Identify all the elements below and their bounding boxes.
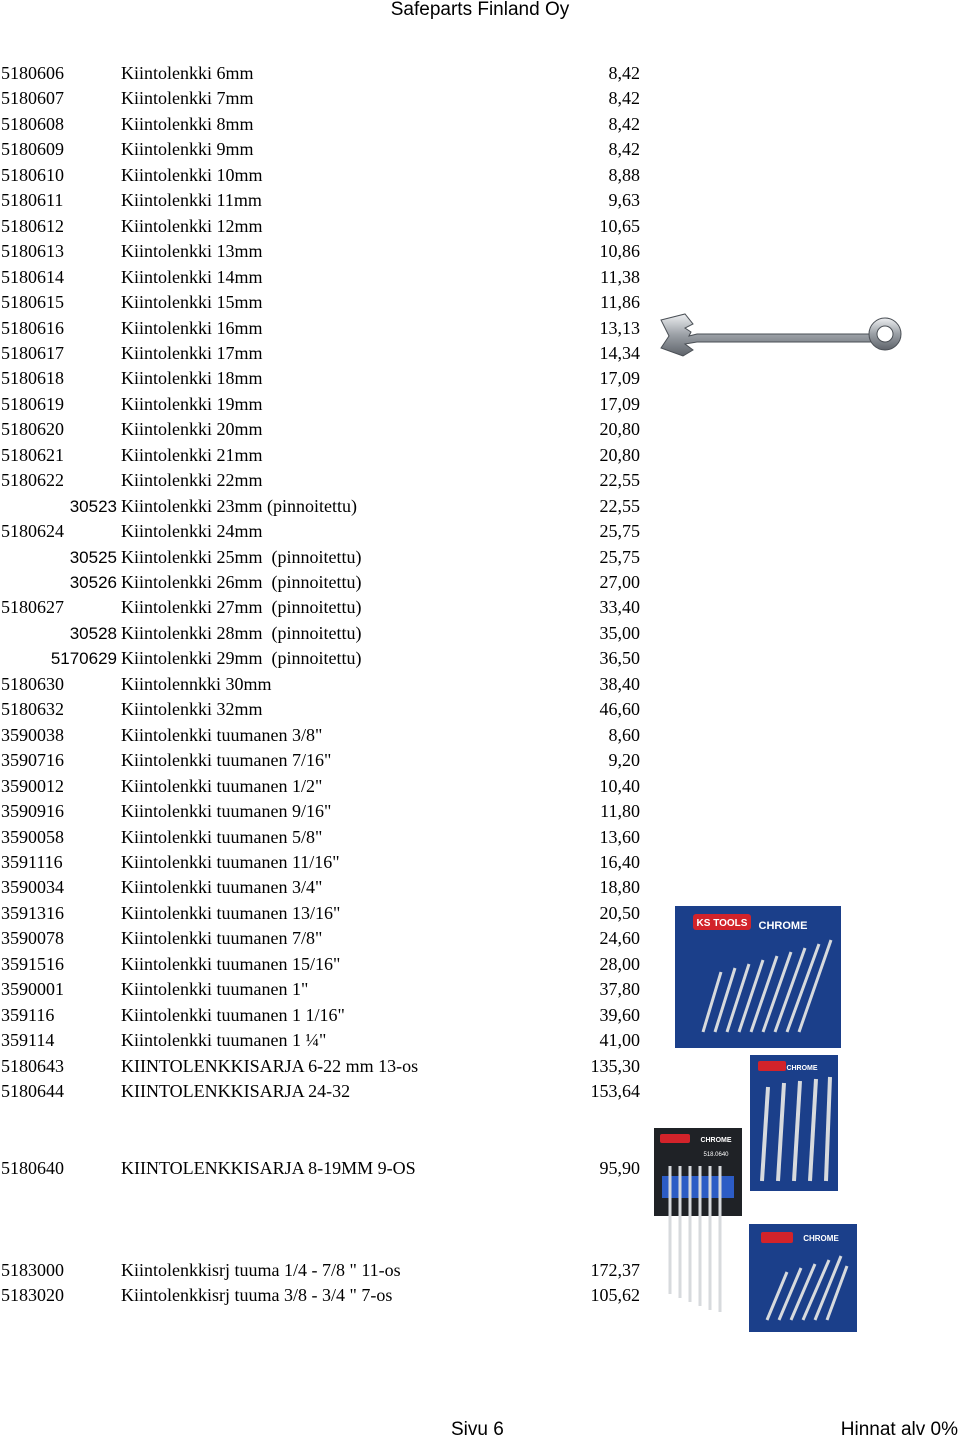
product-code: 5180630 <box>1 673 64 694</box>
price-row <box>0 61 645 86</box>
product-price: 17,09 <box>599 393 640 414</box>
price-row <box>0 545 645 570</box>
product-price: 135,30 <box>590 1055 640 1076</box>
price-row <box>0 723 645 748</box>
product-code: 5180644 <box>1 1081 64 1101</box>
price-row <box>0 646 645 671</box>
product-description: Kiintolenkki 18mm <box>121 368 263 389</box>
product-description: Kiintolenkki tuumanen 1 1/16" <box>121 1004 345 1025</box>
product-price: 22,55 <box>599 495 640 516</box>
product-code: 5180613 <box>1 241 64 262</box>
product-description: Kiintolenkki 16mm <box>121 317 263 338</box>
price-row <box>0 494 645 519</box>
product-price: 11,80 <box>600 801 640 822</box>
product-price: 9,20 <box>608 750 640 771</box>
product-price: 11,86 <box>600 292 640 313</box>
chrome-label-text: CHROME <box>758 920 808 932</box>
product-code: 5180622 <box>1 470 64 491</box>
product-code: 3590038 <box>1 724 64 745</box>
product-description: KIINTOLENKKISARJA 8-19MM 9-OS <box>121 1158 416 1178</box>
product-description: Kiintolenkki 19mm <box>121 393 263 414</box>
price-row <box>0 316 645 341</box>
product-description: Kiintolenkki 29mm (pinnoitettu) <box>121 648 362 669</box>
product-price: 33,40 <box>599 597 640 618</box>
product-description: Kiintolenkki 32mm <box>121 699 263 720</box>
product-price: 18,80 <box>599 877 640 898</box>
product-code: 5180619 <box>1 393 64 414</box>
price-row <box>0 341 645 366</box>
product-price: 25,75 <box>599 546 640 567</box>
price-row <box>0 774 645 799</box>
product-description: KIINTOLENKKISARJA 24-32 <box>121 1081 351 1101</box>
product-code: 5180609 <box>1 139 64 160</box>
product-price: 20,80 <box>599 419 640 440</box>
product-price: 25,75 <box>599 521 640 542</box>
product-price: 105,62 <box>590 1285 640 1305</box>
price-row <box>0 468 645 493</box>
product-price: 17,09 <box>599 368 640 389</box>
product-description: Kiintolenkki tuumanen 3/4" <box>121 877 323 898</box>
product-description: Kiintolenkkisrj tuuma 1/4 - 7/8 " 11-os <box>121 1260 401 1280</box>
product-price: 38,40 <box>599 673 640 694</box>
product-code: 3590012 <box>1 775 64 796</box>
product-description: Kiintolennkki 30mm <box>121 673 272 694</box>
product-price: 24,60 <box>599 928 640 949</box>
price-row <box>0 214 645 239</box>
product-code: 5180632 <box>1 699 64 720</box>
price-row <box>0 1156 645 1181</box>
product-code: 5180606 <box>1 63 64 83</box>
price-row <box>0 697 645 722</box>
price-row <box>0 366 645 391</box>
product-price: 46,60 <box>599 699 640 720</box>
product-description: Kiintolenkki tuumanen 3/8" <box>121 724 323 745</box>
product-price: 13,13 <box>599 317 640 338</box>
card-label-text: 518.0640 <box>703 1152 729 1158</box>
svg-text:CHROME: CHROME <box>803 1234 839 1243</box>
price-row <box>0 1054 645 1079</box>
wrench-pouch-3-image <box>747 1222 859 1334</box>
price-row <box>0 392 645 417</box>
price-row <box>0 621 645 646</box>
product-price: 172,37 <box>590 1260 640 1280</box>
product-code: 3590001 <box>1 979 64 1000</box>
price-row <box>0 290 645 315</box>
wrench-pouch-small-image <box>748 1053 840 1193</box>
svg-text:CHROME: CHROME <box>700 1137 732 1144</box>
product-code: 5180624 <box>1 521 64 542</box>
product-description: Kiintolenkki tuumanen 9/16" <box>121 801 332 822</box>
product-description: Kiintolenkki 13mm <box>121 241 263 262</box>
product-description: Kiintolenkki 28mm (pinnoitettu) <box>121 622 362 643</box>
price-note: Hinnat alv 0% <box>840 1419 958 1440</box>
product-code: 3590058 <box>1 826 64 847</box>
product-price: 41,00 <box>599 1030 640 1051</box>
page-number: Sivu 6 <box>451 1419 504 1440</box>
product-price: 10,86 <box>599 241 640 262</box>
product-description: Kiintolenkki tuumanen 1 ¼" <box>121 1030 327 1051</box>
price-row <box>0 977 645 1002</box>
price-row <box>0 901 645 926</box>
product-description: Kiintolenkki 11mm <box>121 190 262 211</box>
product-price: 153,64 <box>590 1081 640 1101</box>
product-price: 9,63 <box>608 190 640 211</box>
product-code: 5180612 <box>1 215 64 236</box>
product-price: 27,00 <box>599 572 640 592</box>
price-row <box>0 86 645 111</box>
product-code: 5180620 <box>1 419 64 440</box>
product-description: Kiintolenkki tuumanen 5/8" <box>121 826 323 847</box>
wrench-card-image <box>652 1126 744 1316</box>
price-row <box>0 926 645 951</box>
price-row <box>0 188 645 213</box>
product-price: 13,60 <box>599 826 640 847</box>
product-description: Kiintolenkki 14mm <box>121 266 263 287</box>
price-row <box>0 417 645 442</box>
product-description: Kiintolenkki 10mm <box>121 164 263 185</box>
product-code: 5183000 <box>1 1260 64 1280</box>
product-description: Kiintolenkki 7mm <box>121 88 254 109</box>
product-code: 5180607 <box>1 88 64 109</box>
product-description: Kiintolenkkisrj tuuma 3/8 - 3/4 " 7-os <box>121 1285 393 1305</box>
product-description: Kiintolenkki 27mm (pinnoitettu) <box>121 597 362 618</box>
product-code: 5180608 <box>1 113 64 134</box>
product-price: 16,40 <box>599 851 640 872</box>
product-description: Kiintolenkki tuumanen 15/16" <box>121 953 341 974</box>
price-row <box>0 850 645 875</box>
product-description: Kiintolenkki tuumanen 7/16" <box>121 750 332 771</box>
price-row <box>0 952 645 977</box>
price-row <box>0 1258 645 1283</box>
product-code: 5170629 <box>50 649 117 669</box>
wrench-image <box>655 310 905 360</box>
price-row <box>0 163 645 188</box>
price-row <box>0 112 645 137</box>
price-row <box>0 1079 645 1104</box>
product-description: Kiintolenkki 20mm <box>121 419 263 440</box>
product-description: Kiintolenkki 22mm <box>121 470 263 491</box>
product-code: 5180610 <box>1 164 64 185</box>
product-price: 39,60 <box>599 1004 640 1025</box>
product-code: 5180621 <box>1 444 64 465</box>
product-price: 20,80 <box>599 444 640 465</box>
price-row <box>0 265 645 290</box>
price-row <box>0 519 645 544</box>
product-description: Kiintolenkki 12mm <box>121 215 263 236</box>
product-description: Kiintolenkki 26mm (pinnoitettu) <box>121 572 362 592</box>
product-price: 8,42 <box>608 63 640 83</box>
product-price: 8,88 <box>608 164 640 185</box>
product-code: 359114 <box>1 1030 55 1051</box>
price-row <box>0 875 645 900</box>
product-code: 3590078 <box>1 928 64 949</box>
product-code: 3590034 <box>1 877 64 898</box>
price-row <box>0 443 645 468</box>
product-description: Kiintolenkki tuumanen 7/8" <box>121 928 323 949</box>
product-price: 11,38 <box>600 266 640 287</box>
price-row <box>0 239 645 264</box>
product-code: 5180627 <box>1 597 64 618</box>
product-code: 5180615 <box>1 292 64 313</box>
price-row <box>0 137 645 162</box>
price-row <box>0 1283 645 1308</box>
product-price: 8,42 <box>608 113 640 134</box>
product-description: Kiintolenkki 17mm <box>121 342 263 363</box>
product-code: 30528 <box>69 623 117 643</box>
product-price: 8,60 <box>608 724 640 745</box>
product-code: 5183020 <box>1 1285 64 1305</box>
product-description: Kiintolenkki 9mm <box>121 139 254 160</box>
product-price: 35,00 <box>599 622 640 643</box>
product-code: 30523 <box>69 496 117 516</box>
company-name: Safeparts Finland Oy <box>390 0 570 20</box>
product-code: 3590916 <box>1 801 64 822</box>
product-code: 5180640 <box>1 1158 64 1178</box>
price-row <box>0 825 645 850</box>
price-row <box>0 595 645 620</box>
product-code: 5180617 <box>1 342 64 363</box>
product-code: 5180611 <box>1 190 64 211</box>
price-row <box>0 672 645 697</box>
product-price: 10,40 <box>599 775 640 796</box>
product-code: 3591316 <box>1 902 64 923</box>
product-price: 28,00 <box>599 953 640 974</box>
product-description: Kiintolenkki 6mm <box>121 63 254 83</box>
product-price: 36,50 <box>599 648 640 669</box>
price-row <box>0 570 645 595</box>
product-code: 5180614 <box>1 266 64 287</box>
product-price: 22,55 <box>599 470 640 491</box>
price-row <box>0 799 645 824</box>
product-description: Kiintolenkki 15mm <box>121 292 263 313</box>
product-code: 5180616 <box>1 317 64 338</box>
product-code: 3590716 <box>1 750 64 771</box>
product-description: Kiintolenkki 25mm (pinnoitettu) <box>121 546 362 567</box>
product-code: 5180618 <box>1 368 64 389</box>
product-description: Kiintolenkki tuumanen 11/16" <box>121 851 340 872</box>
product-description: Kiintolenkki tuumanen 1/2" <box>121 775 323 796</box>
product-code: 3591116 <box>1 851 63 872</box>
product-description: KIINTOLENKKISARJA 6-22 mm 13-os <box>121 1055 419 1076</box>
price-row <box>0 1028 645 1053</box>
product-price: 37,80 <box>599 979 640 1000</box>
product-code: 359116 <box>1 1004 55 1025</box>
product-code: 30526 <box>69 573 117 592</box>
product-description: Kiintolenkki 8mm <box>121 113 254 134</box>
product-description: Kiintolenkki 24mm <box>121 521 263 542</box>
product-description: Kiintolenkki 23mm (pinnoitettu) <box>121 495 357 516</box>
ks-logo-text: KS TOOLS <box>696 918 748 929</box>
product-price: 10,65 <box>599 215 640 236</box>
product-price: 20,50 <box>599 902 640 923</box>
product-price: 8,42 <box>608 88 640 109</box>
chrome-label-text-2: CHROME <box>786 1065 818 1072</box>
product-price: 95,90 <box>599 1158 640 1178</box>
product-description: Kiintolenkki tuumanen 13/16" <box>121 902 341 923</box>
product-code: 3591516 <box>1 953 64 974</box>
product-description: Kiintolenkki tuumanen 1" <box>121 979 309 1000</box>
wrench-pouch-image <box>673 902 843 1052</box>
product-code: 5180643 <box>1 1055 64 1076</box>
product-price: 14,34 <box>599 342 640 363</box>
product-price: 8,42 <box>608 139 640 160</box>
price-row <box>0 748 645 773</box>
product-code: 30525 <box>69 547 117 567</box>
product-description: Kiintolenkki 21mm <box>121 444 263 465</box>
price-row <box>0 1003 645 1028</box>
